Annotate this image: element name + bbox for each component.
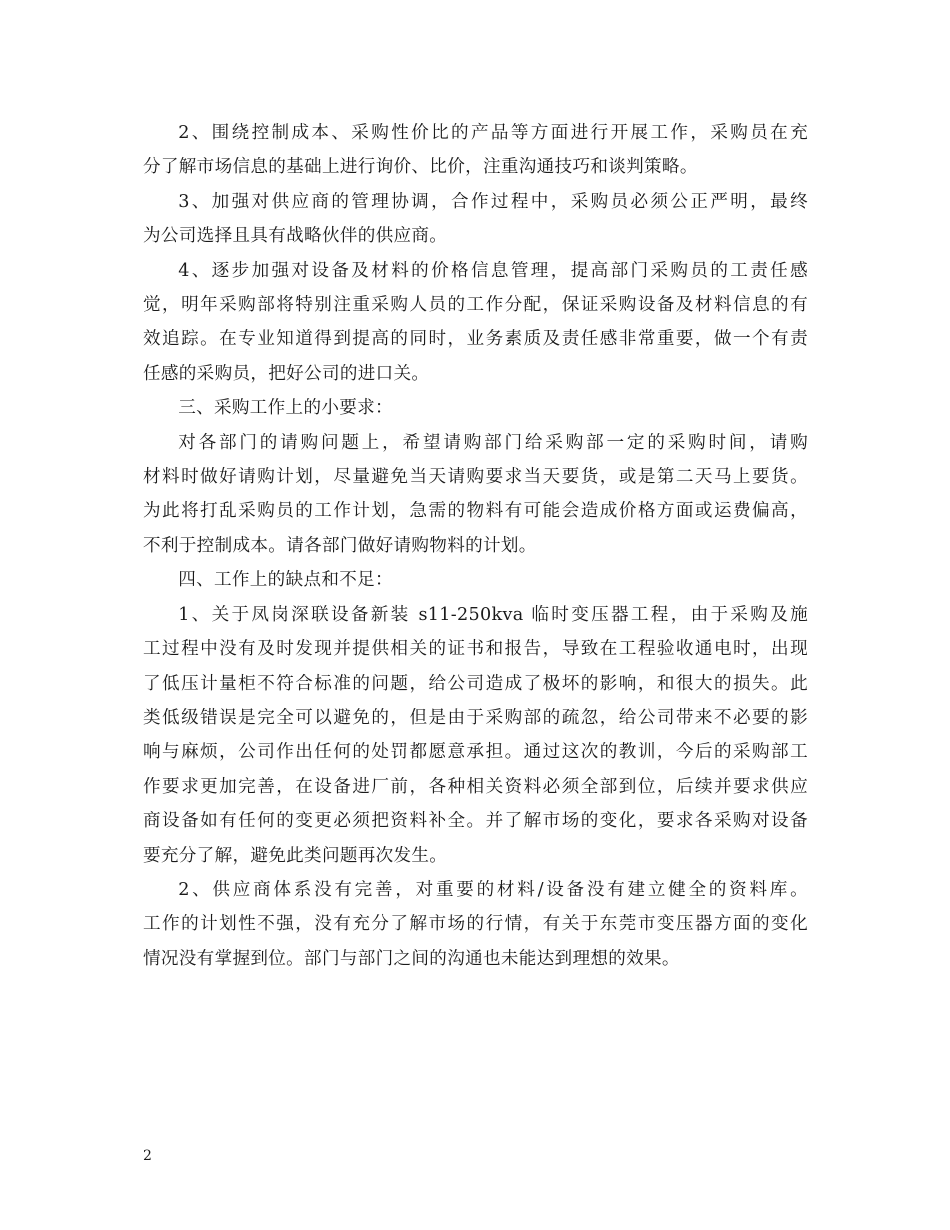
text-line: 工作的计划性不强，没有充分了解市场的行情，有关于东莞市变压器方面的变化	[143, 914, 808, 935]
text-line: 了低压计量柜不符合标准的问题，给公司造成了极坏的影响，和很大的损失。此	[143, 673, 808, 694]
text-line: 工过程中没有及时发现并提供相关的证书和报告，导致在工程验收通电时，出现	[143, 639, 808, 660]
paragraph-purchase-requests	[143, 426, 808, 564]
paragraph-cost-control	[143, 116, 808, 185]
text-line: 为公司选择且具有战略伙伴的供应商。	[143, 226, 448, 247]
text-line: 情况没有掌握到位。部门与部门之间的沟通也未能达到理想的效果。	[143, 948, 680, 969]
paragraph-supplier-system	[143, 873, 808, 976]
text-line: 1、关于凤岗深联设备新装 s11-250kva 临时变压器工程，由于采购及施	[178, 604, 808, 625]
text-line: 效追踪。在专业知道得到提高的同时，业务素质及责任感非常重要，做一个有责	[143, 329, 808, 350]
paragraph-price-information	[143, 254, 808, 392]
text-line: 响与麻烦，公司作出任何的处罚都愿意承担。通过这次的教训，今后的采购部工	[143, 742, 808, 763]
section-heading-shortcomings	[143, 563, 808, 597]
text-line: 对各部门的请购问题上，希望请购部门给采购部一定的采购时间，请购	[178, 432, 808, 453]
text-line: 商设备如有任何的变更必须把资料补全。并了解市场的变化，要求各采购对设备	[143, 811, 808, 832]
text-line: 不利于控制成本。请各部门做好请购物料的计划。	[143, 535, 537, 556]
text-line: 4、逐步加强对设备及材料的价格信息管理，提高部门采购员的工责任感	[178, 260, 808, 281]
text-line: 要充分了解，避免此类问题再次发生。	[143, 845, 448, 866]
text-line: 材料时做好请购计划，尽量避免当天请购要求当天要货，或是第二天马上要货。	[143, 467, 808, 488]
paragraph-supplier-management	[143, 185, 808, 254]
text-line: 四、工作上的缺点和不足：	[178, 570, 393, 591]
text-line: 觉，明年采购部将特别注重采购人员的工作分配，保证采购设备及材料信息的有	[143, 295, 808, 316]
text-line: 作要求更加完善，在设备进厂前，各种相关资料必须全部到位，后续并要求供应	[143, 776, 808, 797]
document-body	[143, 116, 808, 976]
text-line: 2、围绕控制成本、采购性价比的产品等方面进行开展工作，采购员在充	[178, 123, 808, 143]
page-number: 2	[143, 1148, 152, 1164]
text-line: 3、加强对供应商的管理协调，合作过程中，采购员必须公正严明，最终	[178, 191, 808, 212]
text-line: 任感的采购员，把好公司的进口关。	[143, 363, 430, 384]
paragraph-transformer-project	[143, 598, 808, 873]
text-line: 分了解市场信息的基础上进行询价、比价，注重沟通技巧和谈判策略。	[143, 157, 698, 178]
text-line: 三、采购工作上的小要求：	[178, 398, 393, 419]
text-line: 类低级错误是完全可以避免的，但是由于采购部的疏忽，给公司带来不必要的影	[143, 707, 808, 728]
text-line: 2、供应商体系没有完善，对重要的材料/设备没有建立健全的资料库。	[178, 879, 808, 900]
text-line: 为此将打乱采购员的工作计划，急需的物料有可能会造成价格方面或运费偏高，	[143, 501, 808, 522]
section-heading-requirements	[143, 391, 808, 425]
